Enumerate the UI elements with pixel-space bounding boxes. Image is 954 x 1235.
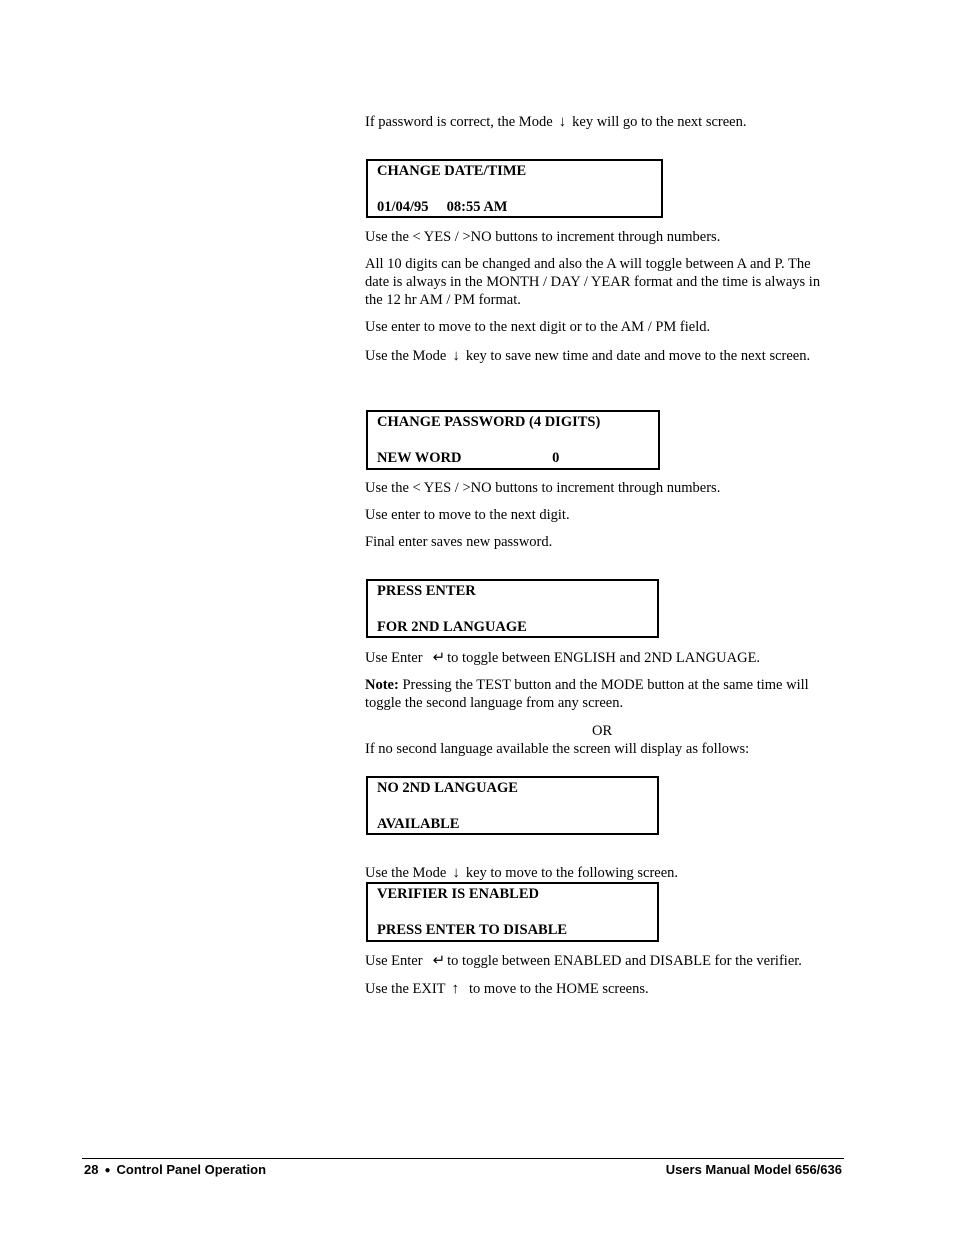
datetime-paragraph-2: All 10 digits can be changed and also the A will toggle between A and P. The date is always in the MONTH / DAY / YEAR format and the time is always in the 12 hr AM / PM format. [365,256,821,308]
lcd-screen-change-datetime [366,159,663,218]
datetime-paragraph-4 [365,347,815,365]
verifier-p1-before: Use Enter [365,953,423,969]
lcd-line-2: FOR 2ND LANGUAGE [377,619,527,635]
footer-left [84,1162,266,1177]
verifier-p1-after: to toggle between ENABLED and DISABLE for the verifier. [447,953,802,969]
enter-key-icon: ↵ [432,650,446,666]
datetime-p4-after: key to save new time and date and move to the next screen. [465,348,811,364]
or-separator: OR [592,723,613,739]
language-p1-after: to toggle between ENGLISH and 2ND LANGUAGE. [447,650,761,666]
section-title: Control Panel Operation [116,1162,267,1177]
language-p1-before: Use Enter [365,650,423,666]
page-number: 28 [84,1162,99,1177]
lcd-screen-second-language [366,579,659,638]
mode-text-before: Use the Mode [365,865,447,881]
down-arrow-icon: ↓ [452,865,460,881]
lcd-screen-no-second-language [366,776,659,835]
lcd-line-2: NEW WORD 0 [377,450,560,466]
enter-key-icon: ↵ [432,953,446,969]
down-arrow-icon: ↓ [558,114,567,130]
intro-paragraph [365,113,845,131]
lcd-screen-change-password [366,410,660,470]
lcd-screen-verifier [366,882,659,942]
manual-title: Users Manual Model 656/636 [665,1162,842,1177]
bullet-icon: ● [104,1165,111,1176]
mode-paragraph [365,864,845,882]
datetime-p4-before: Use the Mode [365,348,447,364]
password-paragraph-3: Final enter saves new password. [365,534,553,550]
password-paragraph-2: Use enter to move to the next digit. [365,507,570,523]
note-label: Note: [365,677,399,693]
intro-text-after: key will go to the next screen. [572,114,747,130]
mode-text-after: key to move to the following screen. [465,865,679,881]
lcd-line-2: 01/04/95 08:55 AM [377,199,508,215]
lcd-line-2: AVAILABLE [377,816,460,832]
lcd-line-1: VERIFIER IS ENABLED [377,886,539,902]
lcd-line-1: NO 2ND LANGUAGE [377,780,518,796]
verifier-paragraph-2 [365,980,845,998]
lcd-line-1: CHANGE DATE/TIME [377,163,527,179]
password-paragraph-1: Use the < YES / >NO buttons to increment through numbers. [365,480,721,496]
language-paragraph-2: If no second language available the screen will display as follows: [365,741,750,757]
language-note [365,676,830,712]
lcd-line-2: PRESS ENTER TO DISABLE [377,922,568,938]
datetime-paragraph-1: Use the < YES / >NO buttons to increment through numbers. [365,229,721,245]
down-arrow-icon: ↓ [452,348,460,364]
intro-text-before: If password is correct, the Mode [365,114,553,130]
footer-divider [82,1158,844,1159]
lcd-line-1: CHANGE PASSWORD (4 DIGITS) [377,414,601,430]
language-paragraph-1 [365,649,845,667]
verifier-p2-after: to move to the HOME screens. [469,981,649,997]
datetime-paragraph-3: Use enter to move to the next digit or to the AM / PM field. [365,319,711,335]
verifier-p2-before: Use the EXIT [365,981,446,997]
lcd-line-1: PRESS ENTER [377,583,476,599]
verifier-paragraph-1 [365,952,850,970]
note-text: Pressing the TEST button and the MODE button at the same time will toggle the second language from any screen. [365,677,809,711]
up-arrow-icon: ↑ [451,981,460,997]
